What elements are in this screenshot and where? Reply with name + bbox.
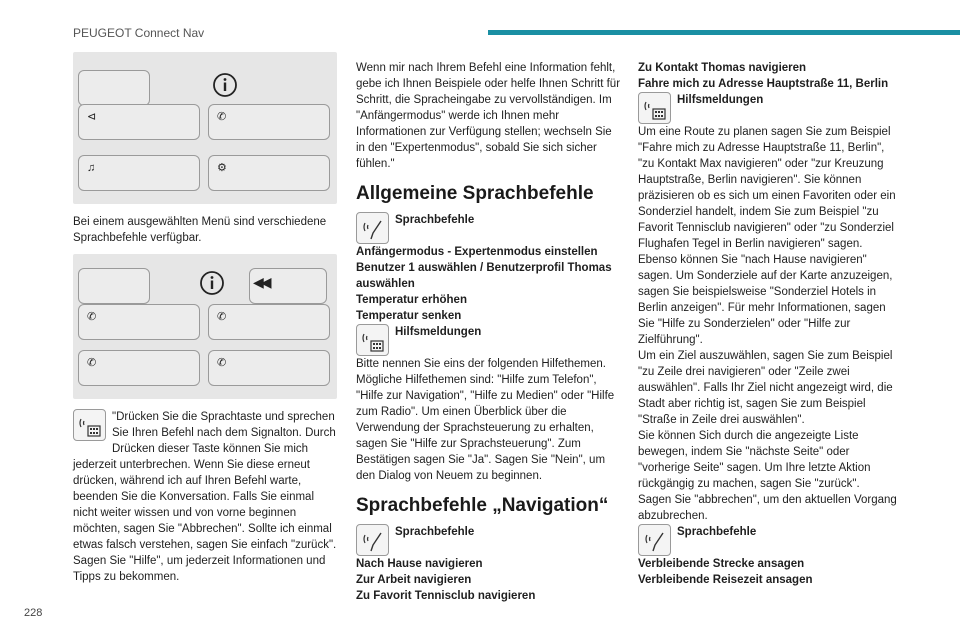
phone-icon: ✆ [217,357,227,369]
label-help: Hilfsmeldungen [395,326,482,338]
label-commands: Sprachbefehle [677,526,757,538]
commands-label-row [356,212,621,244]
route-commands-list [638,556,903,588]
nav-commands-list-continued [638,60,903,92]
navigation-arrow-icon: ⊲ [87,111,97,123]
header-accent-bar [488,30,960,35]
slot-phone-2 [208,304,330,340]
help-message-icon [638,92,671,124]
slot-media [78,155,200,191]
command-item: Benutzer 1 auswählen / Benutzerprofil Thomas auswählen [356,262,612,290]
help-paragraph: Sie können Sich durch die angezeigte Liste bewegen, indem Sie "nächste Seite" oder "vorherige Seite" sagen. Um Ihre letzte Aktion rückgängig zu machen, sagen Sie "zurück". [638,430,871,490]
command-item: Temperatur senken [356,310,462,322]
nav-commands-list [356,556,621,604]
page-number: 228 [24,607,43,619]
label-commands: Sprachbefehle [395,526,475,538]
slot-top-left [78,268,150,304]
caption-menu: Bei einem ausgewählten Menü sind verschiedene Sprachbefehle verfügbar. [73,216,327,244]
general-commands-list [356,244,621,324]
slot-phone-3 [78,350,200,386]
command-item: Zu Kontakt Thomas navigieren [638,62,807,74]
music-note-icon: ♫ [87,162,96,174]
help-paragraph: Sagen Sie "abbrechen", um den aktuellen Vorgang abzubrechen. [638,494,897,522]
intro-continued: Wenn mir nach Ihrem Befehl eine Information fehlt, gebe ich Ihnen Beispiele oder helfe Ihnen Schritt für Schritt, die Spracheingabe zu vervollständigen. Im "Anfängermodus" werde ich Ihnen mehr Informationen zur Verfügung stellen; wechseln Sie in den "Expertenmodus", sobald Sie sich sicher fühlen." [356,62,621,170]
voice-command-icon [356,524,389,556]
command-item: Anfängermodus - Expertenmodus einstellen [356,246,598,258]
slot-top-left [78,70,150,106]
help-message-icon [356,324,389,356]
voice-screen-illustration-1 [73,52,337,204]
running-header: PEUGEOT Connect Nav [73,26,205,40]
label-commands: Sprachbefehle [395,214,475,226]
command-item: Zu Favorit Tennisclub navigieren [356,590,536,602]
voice-screen-illustration-2 [73,254,337,399]
heading-navigation-commands: Sprachbefehle „Navigation“ [356,495,609,516]
voice-command-icon [638,524,671,556]
command-item: Nach Hause navigieren [356,558,483,570]
column-left [73,52,338,585]
help-paragraph: Um ein Ziel auszuwählen, sagen Sie zum Beispiel "zu Zeile drei navigieren" oder "Zeile zwei auswählen". Falls Ihr Ziel nicht angezeigt wird, die Stadt aber richtig ist, sagen Sie zum Beispiel "Straße in Zeile drei auswählen". [638,350,893,426]
route-commands-label-row [638,524,903,556]
label-help: Hilfsmeldungen [677,94,764,106]
phone-icon: ✆ [217,111,227,123]
info-icon [199,270,225,296]
intro-text: "Drücken Sie die Sprachtaste und sprechen Sie Ihren Befehl nach dem Signalton. Durch Drücken dieser Taste können Sie mich jederzeit unterbrechen. Wenn Sie diese erneut drücken, während ich auf Ihren Befehl warte, beenden Sie die Konversation. Falls Sie einmal nicht weiter wissen und von vorne beginnen möchten, sagen Sie "Abbrechen". Sollte ich einmal etwas falsch verstehen, sagen Sie einfach "zurück". Sagen Sie "Hilfe", um jederzeit Informationen und Tipps zu bekommen. [73,411,337,583]
gear-icon: ⚙ [217,162,227,174]
help-text: Bitte nennen Sie eins der folgenden Hilfethemen. Mögliche Hilfethemen sind: "Hilfe zum Telefon", "Hilfe zur Navigation", "Hilfe zu Medien" oder "Hilfe zum Radio". Um einen Überblick über die Verwendung der Sprachsteuerung zu erhalten, sagen Sie "Hilfe zur Sprachsteuerung". Zum Bestätigen sagen Sie "Ja". Sagen Sie "Nein", um den Dialog von Neuem zu beginnen. [356,358,615,482]
slot-phone-4 [208,350,330,386]
column-middle [356,60,621,604]
nav-commands-label-row [356,524,621,556]
phone-icon: ✆ [87,311,97,323]
command-item: Fahre mich zu Adresse Hauptstraße 11, Berlin [638,78,889,90]
phone-icon: ✆ [217,311,227,323]
help-label-row [356,324,621,356]
slot-phone-1 [208,104,330,140]
intro-text-block [73,409,338,585]
help-label-row [638,92,903,124]
rewind-icon: ◀◀ [253,274,269,290]
help-paragraph: Um eine Route zu planen sagen Sie zum Beispiel "Fahre mich zu Adresse Hauptstraße 11, Berlin", "zu Kontakt Max navigieren" oder "zur Kreuzung Hauptstraße, Berlin navigieren". Sie können präzisieren ob es sich um einen Favoriten oder ein Sonderziel handelt, indem Sie zum Beispiel "zu Favorit Tennisclub navigieren" oder "zu Sonderziel Flughafen Tegel in Berlin navigieren" sagen. Ebenso können Sie "nach Hause navigieren" sagen. Um Sonderziele auf der Karte anzuzeigen, sagen Sie beispielsweise "Sonderziel Hotels in Berlin anzeigen". Für mehr Informationen, sagen Sie "Hilfe zu Sonderzielen" oder "Hilfe zur Zielführung". [638,126,896,346]
heading-general-commands: Allgemeine Sprachbefehle [356,183,594,204]
slot-settings [208,155,330,191]
phone-icon: ✆ [87,357,97,369]
command-item: Temperatur erhöhen [356,294,467,306]
info-icon [212,72,238,98]
slot-navigation [78,104,200,140]
voice-command-icon [356,212,389,244]
command-item: Verbleibende Strecke ansagen [638,558,805,570]
column-right [638,60,903,588]
slot-phone-1 [78,304,200,340]
voice-command-icon [73,409,106,441]
command-item: Zur Arbeit navigieren [356,574,472,586]
command-item: Verbleibende Reisezeit ansagen [638,574,813,586]
